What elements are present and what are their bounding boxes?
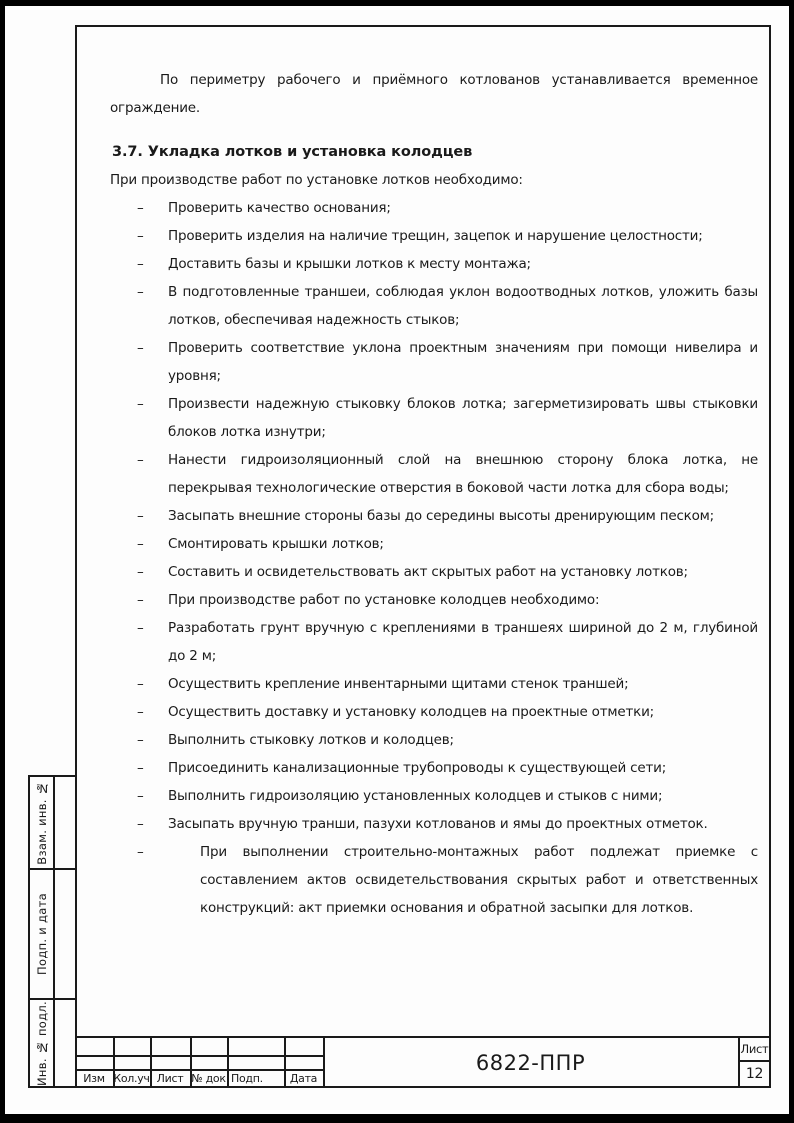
list-item-text: Засыпать внешние стороны базы до середины высоты дренирующим песком;: [168, 508, 715, 524]
column-label-podp: Подп.: [231, 1072, 263, 1085]
stamp-cell-vzam-inv: [28, 775, 75, 870]
list-item-text: При производстве работ по установке колодцев необходимо:: [168, 592, 600, 608]
section-intro: При производстве работ по установке лотков необходимо:: [110, 172, 523, 188]
stamp-cell-divider: [53, 870, 55, 998]
list-item: [110, 558, 758, 586]
work-steps-list: [110, 194, 758, 922]
list-item: [110, 278, 758, 334]
list-item: [110, 754, 758, 782]
list-item-text: Осуществить доставку и установку колодцев на проектные отметки;: [168, 704, 655, 720]
column-label-data: Дата: [289, 1072, 318, 1085]
stamp-cell-divider: [53, 777, 55, 868]
list-item: [110, 194, 758, 222]
list-item-text: Произвести надежную стыковку блоков лотка; загерметизировать швы стыковки блоков лотка изнутри;: [168, 396, 758, 440]
list-dash-marker: –: [137, 284, 144, 300]
stamp-cell-podp-data: [28, 868, 75, 1000]
list-item-text: В подготовленные траншеи, соблюдая уклон водоотводных лотков, уложить базы лотков, обеспечивая надежность стыков;: [168, 284, 758, 328]
list-item: [110, 782, 758, 810]
list-dash-marker: –: [137, 704, 144, 720]
list-dash-marker: –: [137, 564, 144, 580]
stamp-cell-label: Подп. и дата: [34, 893, 49, 975]
column-label-koluch: Кол.уч: [113, 1072, 150, 1085]
list-dash-marker: –: [137, 256, 144, 272]
list-dash-marker: –: [137, 592, 144, 608]
list-item-text: Доставить базы и крышки лотков к месту монтажа;: [168, 256, 531, 272]
list-dash-marker: –: [137, 844, 144, 860]
list-item: [110, 810, 758, 838]
column-label-ndok: № док: [191, 1072, 226, 1085]
list-item: [110, 446, 758, 502]
list-dash-marker: –: [137, 228, 144, 244]
sheet-label: Лист: [740, 1042, 769, 1056]
title-block: [75, 1036, 771, 1088]
stamp-cell-label: Инв. № подл.: [34, 1000, 49, 1086]
list-item: [110, 614, 758, 670]
stamp-cell-divider: [53, 1000, 55, 1086]
list-item: [110, 222, 758, 250]
list-dash-marker: –: [137, 816, 144, 832]
list-item-text: Засыпать вручную транши, пазухи котлованов и ямы до проектных отметок.: [168, 816, 708, 832]
list-dash-marker: –: [137, 452, 144, 468]
list-item: [110, 250, 758, 278]
list-item-text: Смонтировать крышки лотков;: [168, 536, 384, 552]
list-item-text: Проверить соответствие уклона проектным значениям при помощи нивелира и уровня;: [168, 340, 758, 384]
sheet-number: 12: [745, 1066, 764, 1082]
list-item: [110, 698, 758, 726]
list-item: [110, 390, 758, 446]
list-item-text: Выполнить стыковку лотков и колодцев;: [168, 732, 454, 748]
section-heading: 3.7. Укладка лотков и установка колодцев: [112, 144, 473, 160]
list-item-text: Составить и освидетельствовать акт скрытых работ на установку лотков;: [168, 564, 688, 580]
list-dash-marker: –: [137, 396, 144, 412]
list-dash-marker: –: [137, 676, 144, 692]
list-dash-marker: –: [137, 340, 144, 356]
column-label-izm: Изм: [83, 1072, 105, 1085]
list-dash-marker: –: [137, 536, 144, 552]
list-dash-marker: –: [137, 200, 144, 216]
list-item: [110, 586, 758, 614]
list-item-text: Выполнить гидроизоляцию установленных колодцев и стыков с ними;: [168, 788, 663, 804]
list-item: [110, 334, 758, 390]
list-dash-marker: –: [137, 760, 144, 776]
document-body-text: [110, 66, 758, 922]
list-item-text: Разработать грунт вручную с креплениями в траншеях шириной до 2 м, глубиной до 2 м;: [168, 620, 758, 664]
list-item: [110, 670, 758, 698]
stamp-cell-inv-podl: [28, 998, 75, 1088]
list-dash-marker: –: [137, 620, 144, 636]
list-item-text: Присоединить канализационные трубопроводы к существующей сети;: [168, 760, 667, 776]
list-item: [110, 502, 758, 530]
list-item-text: Проверить изделия на наличие трещин, зацепок и нарушение целостности;: [168, 228, 703, 244]
list-item-text: При выполнении строительно-монтажных работ подлежат приемке с составлением актов освидетельствования скрытых работ и ответственных конструкций: акт приемки основания и обратной засыпки для лотков.: [200, 844, 758, 916]
list-dash-marker: –: [137, 732, 144, 748]
document-number: 6822-ППР: [475, 1051, 586, 1075]
intro-paragraph: По периметру рабочего и приёмного котлованов устанавливается временное ограждение.: [110, 72, 758, 116]
list-item: [110, 726, 758, 754]
column-label-list: Лист: [156, 1072, 184, 1085]
list-item-text: Нанести гидроизоляционный слой на внешнюю сторону блока лотка, не перекрывая технологические отверстия в боковой части лотка для сбора воды;: [168, 452, 758, 496]
list-item: [110, 838, 758, 922]
list-dash-marker: –: [137, 508, 144, 524]
list-dash-marker: –: [137, 788, 144, 804]
stamp-cell-label: Взам. инв. №: [34, 780, 49, 865]
list-item: [110, 530, 758, 558]
list-item-text: Проверить качество основания;: [168, 200, 391, 216]
list-item-text: Осуществить крепление инвентарными щитами стенок траншей;: [168, 676, 629, 692]
title-block-line: [75, 1055, 325, 1057]
